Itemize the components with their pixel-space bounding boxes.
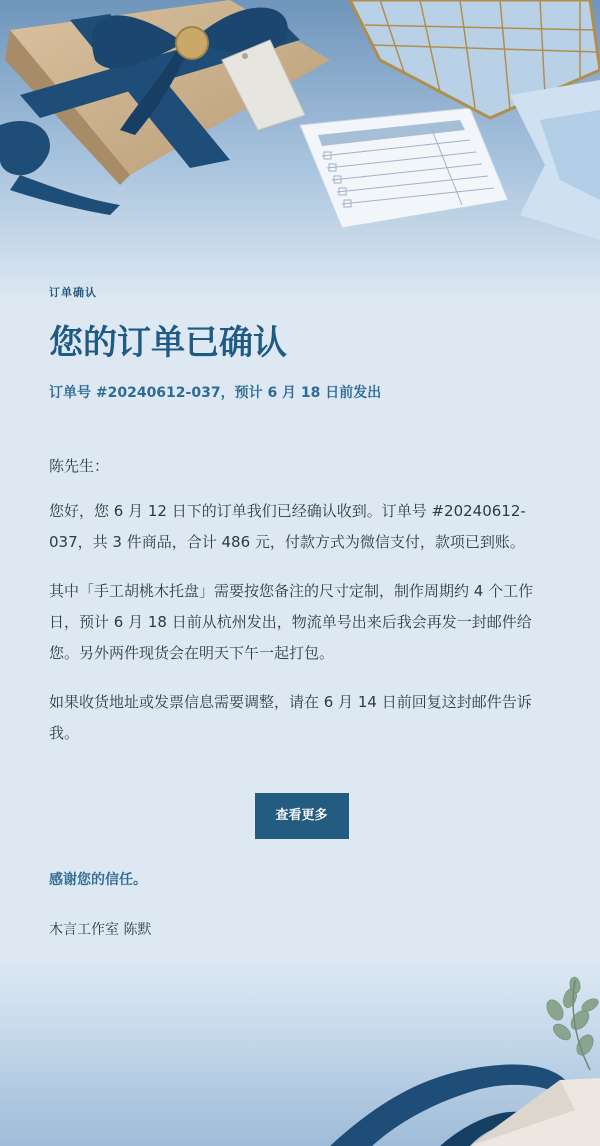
paragraph-custom-item: 其中「手工胡桃木托盘」需要按您备注的尺寸定制，制作周期约 4 个工作日，预计 6 月 18 日前从杭州发出，物流单号出来后我会再发一封邮件给您。另外两件现货会在明天下午一起打包。 [49,582,534,662]
view-more-button[interactable]: 查看更多 [255,793,349,839]
signature: 木言工作室 陈默 [49,922,152,938]
thanks-line: 感谢您的信任。 [49,872,147,888]
cta-container [49,793,554,839]
eyebrow-label: 订单确认 [49,286,97,299]
ribbon-plant-icon [0,960,600,1146]
order-subtitle: 订单号 #20240612-037，预计 6 月 18 日前发出 [49,385,382,401]
paragraph-order-received: 您好，您 6 月 12 日下的订单我们已经确认收到。订单号 #20240612-037，共 3 件商品，合计 486 元，付款方式为微信支付，款项已到账。 [49,502,526,551]
paragraph-address-change: 如果收货地址或发票信息需要调整，请在 6 月 14 日前回复这封邮件告诉我。 [49,693,532,742]
hero-gift-illustration [0,0,600,300]
footer-illustration [0,960,600,1146]
email-body [49,284,554,939]
gift-box-icon [0,0,600,300]
page-title: 您的订单已确认 [49,323,287,363]
greeting: 陈先生： [49,457,110,475]
